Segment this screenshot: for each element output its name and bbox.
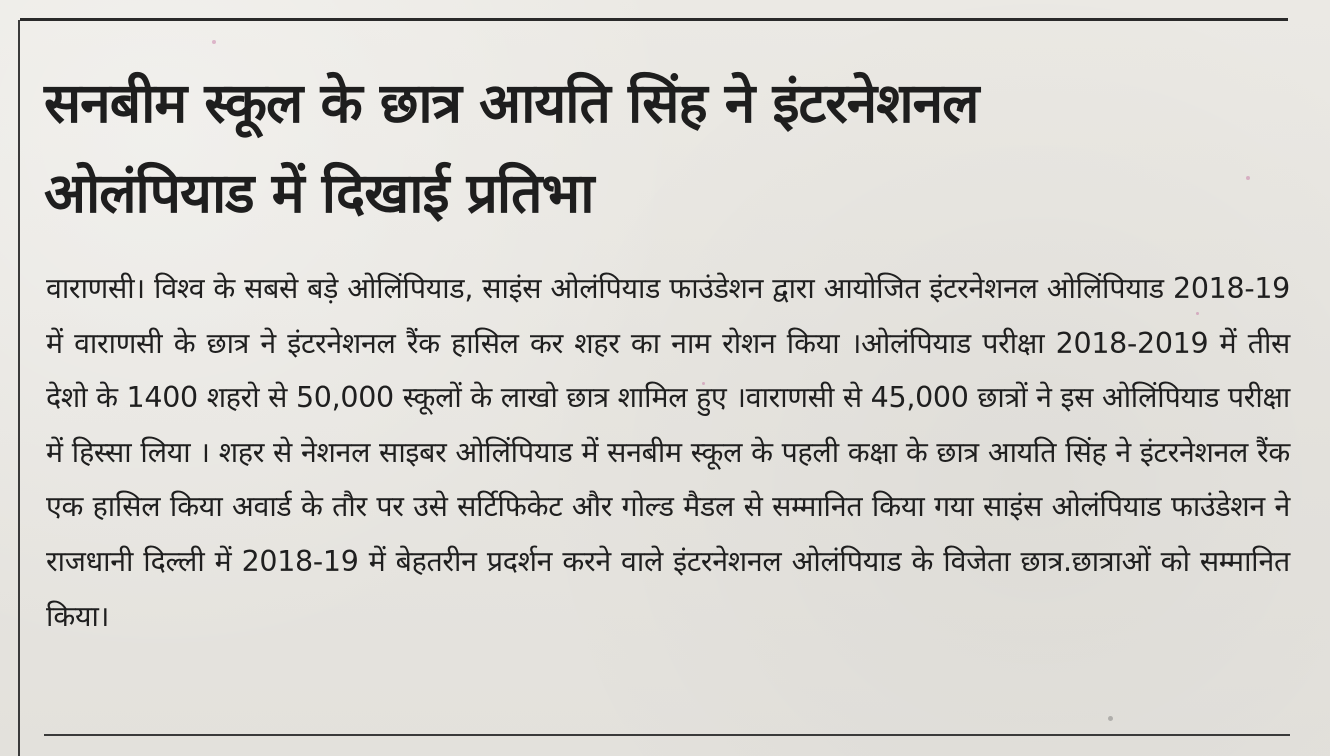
article-body: वाराणसी। विश्व के सबसे बड़े ओलिंपियाड, साइंस ओलंपियाड फाउंडेशन द्वारा आयोजित इंटरनेशनल ओलिंपियाड 2018-19 में वाराणसी के छात्र ने इंटरनेशनल रैंक हासिल कर शहर का नाम रोशन किया ।ओलंपियाड परीक्षा 2018-2019 में तीस देशो के 1400 शहरो से 50,000 स्कूलों के लाखो छात्र शामिल हुए ।वाराणसी से 45,000 छात्रों ने इस ओलिंपियाड परीक्षा में हिस्सा लिया । शहर से नेशनल साइबर ओलिंपियाड में सनबीम स्कूल के पहली कक्षा के छात्र आयति सिंह ने इंटरनेशनल रैंक एक हासिल किया अवार्ड के तौर पर उसे सर्टिफिकेट और गोल्ड मैडल से सम्मानित किया गया साइंस ओलंपियाड फाउंडेशन ने राजधानी दिल्ली में 2018-19 में बेहतरीन प्रदर्शन करने वाले इंटरनेशनल ओलंपियाड के विजेता छात्र.छात्राओं को सम्मानित किया। [46, 272, 1290, 633]
left-column-rule [18, 20, 20, 756]
headline [44, 58, 1274, 238]
bottom-rule [44, 734, 1290, 736]
ink-speck [212, 40, 216, 44]
headline-line-1: सनबीम स्कूल के छात्र आयति सिंह ने इंटरनेशनल [44, 71, 979, 135]
ink-speck [1246, 176, 1250, 180]
ink-speck [1108, 716, 1113, 721]
ink-speck [1196, 312, 1199, 315]
headline-line-2: ओलंपियाड में दिखाई प्रतिभा [44, 161, 594, 225]
ink-speck [702, 382, 705, 385]
top-rule [20, 18, 1288, 21]
